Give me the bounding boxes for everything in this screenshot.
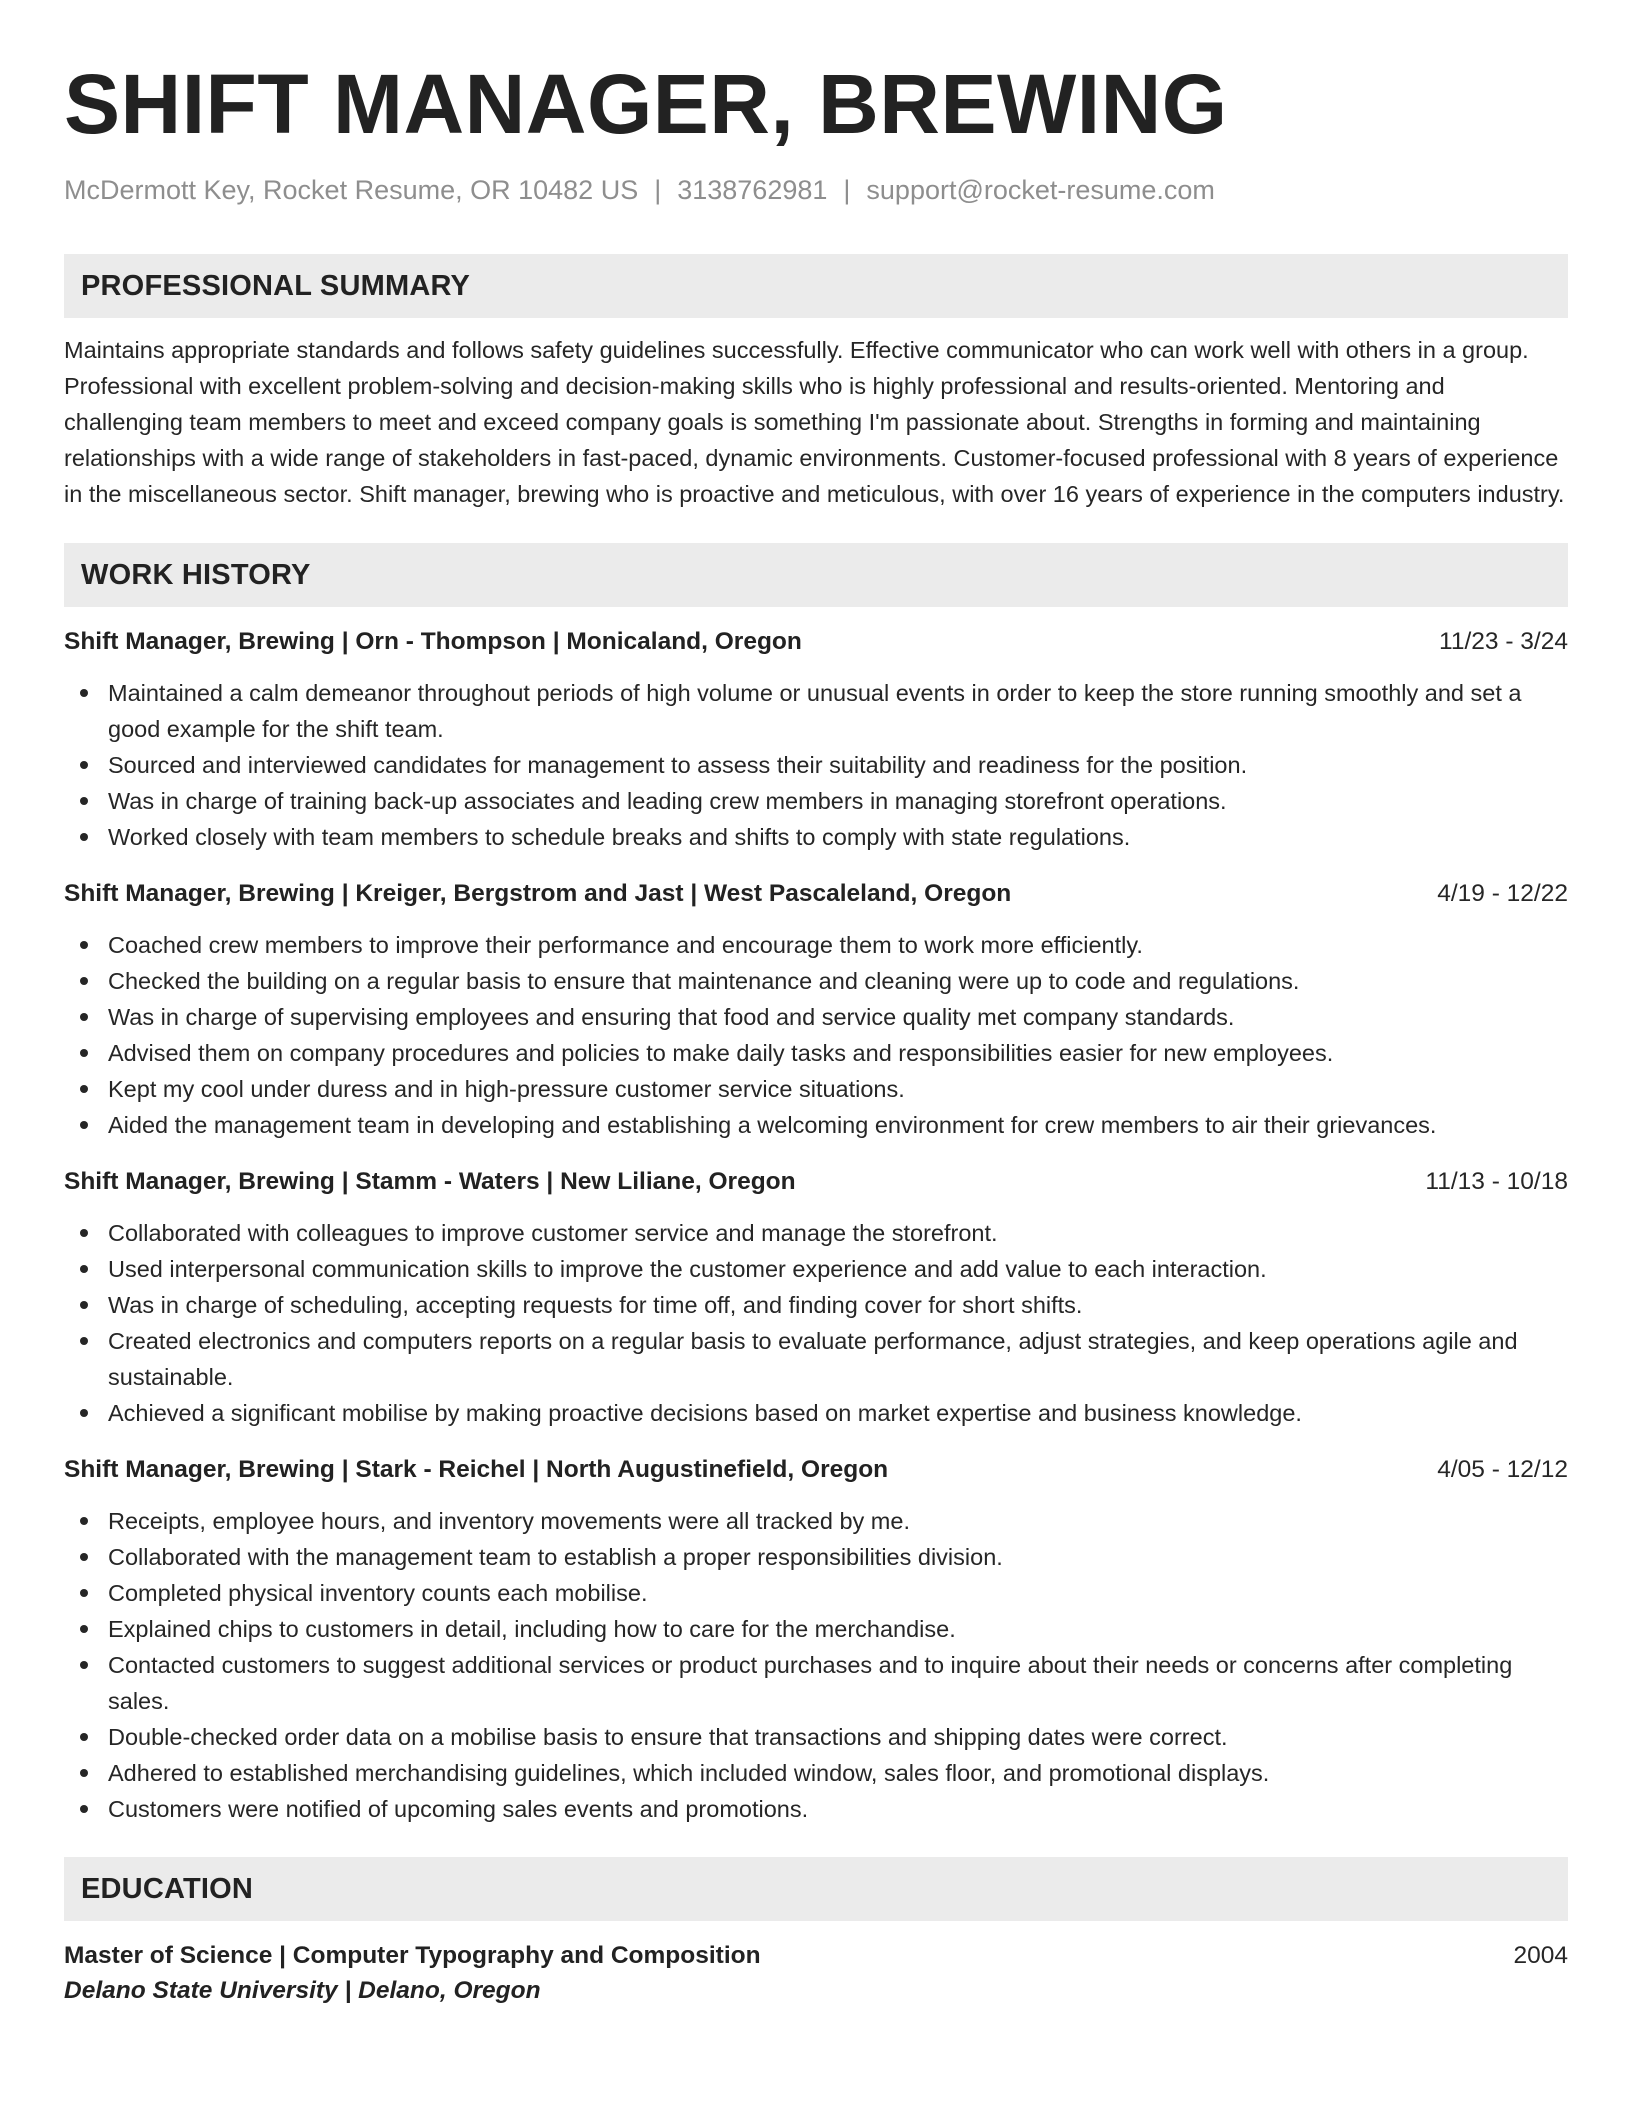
job-dates: 11/23 - 3/24 (1439, 628, 1568, 655)
summary-text: Maintains appropriate standards and follows safety guidelines successfully. Effective communicator who can work well with others in a group. Professional with excellent problem-solving and decision-making skills who is highly professional and results-oriented. Mentoring and challenging team members to meet and exceed company goals is something I'm passionate about. Strengths in forming and maintaining relationships with a wide range of stakeholders in fast-paced, dynamic environments. Customer-focused professional with 8 years of experience in the miscellaneous sector. Shift manager, brewing who is proactive and meticulous, with over 16 years of experience in the computers industry. (64, 337, 1565, 507)
contact-separator: | (654, 175, 662, 205)
job-bullet-list (64, 1503, 1568, 1827)
contact-line (64, 172, 1568, 208)
job-bullet: Collaborated with colleagues to improve customer service and manage the storefront. (108, 1215, 1568, 1251)
job-bullet: Collaborated with the management team to establish a proper responsibilities division. (108, 1539, 1568, 1575)
job-title: Shift Manager, Brewing | Kreiger, Bergstrom and Jast | West Pascaleland, Oregon (64, 880, 1012, 907)
job-bullet-list (64, 927, 1568, 1143)
job-bullet: Advised them on company procedures and policies to make daily tasks and responsibilities easier for new employees. (108, 1035, 1568, 1071)
job-head (64, 1165, 1568, 1199)
job-title: Shift Manager, Brewing | Stark - Reichel | North Augustinefield, Oregon (64, 1456, 889, 1483)
job-bullet: Explained chips to customers in detail, including how to care for the merchandise. (108, 1611, 1568, 1647)
job-bullet: Worked closely with team members to schedule breaks and shifts to comply with state regulations. (108, 819, 1568, 855)
contact-phone: 3138762981 (677, 175, 828, 205)
job-bullet-list (64, 1215, 1568, 1431)
contact-email: support@rocket-resume.com (866, 175, 1215, 205)
job-entry (64, 877, 1568, 1143)
education-head (64, 1939, 1568, 1973)
section-header-summary: PROFESSIONAL SUMMARY (64, 254, 1568, 318)
job-bullet: Completed physical inventory counts each mobilise. (108, 1575, 1568, 1611)
job-entry (64, 1453, 1568, 1827)
education-year: 2004 (1513, 1942, 1568, 1969)
job-head (64, 877, 1568, 911)
job-bullet: Was in charge of scheduling, accepting requests for time off, and finding cover for short shifts. (108, 1287, 1568, 1323)
resume-name: SHIFT MANAGER, BREWING (64, 57, 1228, 151)
job-bullet: Maintained a calm demeanor throughout periods of high volume or unusual events in order to keep the store running smoothly and set a good example for the shift team. (108, 675, 1568, 747)
job-bullet: Receipts, employee hours, and inventory movements were all tracked by me. (108, 1503, 1568, 1539)
job-dates: 4/19 - 12/22 (1437, 880, 1568, 907)
contact-address: McDermott Key, Rocket Resume, OR 10482 US (64, 175, 639, 205)
job-title: Shift Manager, Brewing | Stamm - Waters | New Liliane, Oregon (64, 1168, 796, 1195)
job-bullet: Double-checked order data on a mobilise basis to ensure that transactions and shipping dates were correct. (108, 1719, 1568, 1755)
education-school: Delano State University | Delano, Oregon (64, 1977, 541, 2004)
job-head (64, 625, 1568, 659)
job-bullet-list (64, 675, 1568, 855)
job-head (64, 1453, 1568, 1487)
job-bullet: Aided the management team in developing and establishing a welcoming environment for crew members to air their grievances. (108, 1107, 1568, 1143)
job-bullet: Used interpersonal communication skills to improve the customer experience and add value to each interaction. (108, 1251, 1568, 1287)
contact-separator: | (843, 175, 851, 205)
section-header-work-history: WORK HISTORY (64, 543, 1568, 607)
job-entry (64, 1165, 1568, 1431)
job-bullet: Was in charge of supervising employees and ensuring that food and service quality met company standards. (108, 999, 1568, 1035)
work-history-list (64, 625, 1568, 1827)
education-degree: Master of Science | Computer Typography and Composition (64, 1942, 761, 1969)
job-bullet: Was in charge of training back-up associates and leading crew members in managing storefront operations. (108, 783, 1568, 819)
job-dates: 11/13 - 10/18 (1425, 1168, 1568, 1195)
job-entry (64, 625, 1568, 855)
education-entry (64, 1939, 1568, 2009)
job-bullet: Achieved a significant mobilise by making proactive decisions based on market expertise and business knowledge. (108, 1395, 1568, 1431)
job-bullet: Customers were notified of upcoming sales events and promotions. (108, 1791, 1568, 1827)
job-bullet: Sourced and interviewed candidates for management to assess their suitability and readiness for the position. (108, 747, 1568, 783)
job-bullet: Kept my cool under duress and in high-pressure customer service situations. (108, 1071, 1568, 1107)
job-title: Shift Manager, Brewing | Orn - Thompson | Monicaland, Oregon (64, 628, 802, 655)
job-bullet: Coached crew members to improve their performance and encourage them to work more efficiently. (108, 927, 1568, 963)
job-bullet: Created electronics and computers reports on a regular basis to evaluate performance, adjust strategies, and keep operations agile and sustainable. (108, 1323, 1568, 1395)
job-bullet: Checked the building on a regular basis to ensure that maintenance and cleaning were up to code and regulations. (108, 963, 1568, 999)
section-header-education: EDUCATION (64, 1857, 1568, 1921)
job-bullet: Adhered to established merchandising guidelines, which included window, sales floor, and promotional displays. (108, 1755, 1568, 1791)
job-dates: 4/05 - 12/12 (1437, 1456, 1568, 1483)
job-bullet: Contacted customers to suggest additional services or product purchases and to inquire about their needs or concerns after completing sales. (108, 1647, 1568, 1719)
